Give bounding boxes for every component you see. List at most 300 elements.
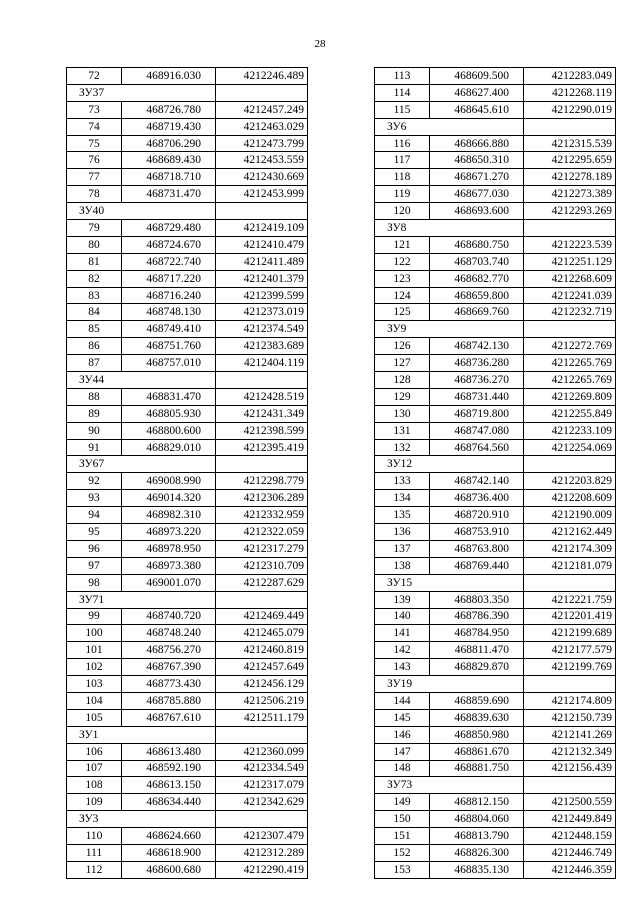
x-coordinate-cell: 468669.760 [430, 304, 524, 321]
point-number-cell: 146 [375, 726, 430, 743]
y-coordinate-cell: 4212265.769 [524, 372, 616, 389]
y-coordinate-cell: 4212254.069 [524, 439, 616, 456]
y-coordinate-cell: 4212208.609 [524, 490, 616, 507]
y-coordinate-cell: 4212410.479 [216, 236, 308, 253]
table-row [375, 101, 616, 118]
y-coordinate-cell: 4212251.129 [524, 253, 616, 270]
point-number-cell: 134 [375, 490, 430, 507]
x-coordinate-cell: 468613.150 [122, 777, 216, 794]
point-number-cell: 112 [67, 861, 122, 878]
parcel-label: ЗУ73 [375, 777, 524, 794]
y-coordinate-cell: 4212334.549 [216, 760, 308, 777]
x-coordinate-cell: 468839.630 [430, 709, 524, 726]
x-coordinate-cell: 468811.470 [430, 642, 524, 659]
point-number-cell: 103 [67, 676, 122, 693]
table-row [375, 152, 616, 169]
table-row [375, 794, 616, 811]
point-number-cell: 82 [67, 270, 122, 287]
parcel-label: ЗУ67 [67, 456, 216, 473]
table-row [67, 777, 308, 794]
y-coordinate-cell: 4212199.769 [524, 659, 616, 676]
x-coordinate-cell: 468804.060 [430, 811, 524, 828]
x-coordinate-cell: 468618.900 [122, 844, 216, 861]
y-coordinate-cell: 4212265.769 [524, 355, 616, 372]
y-coordinate-cell: 4212306.289 [216, 490, 308, 507]
y-coordinate-cell: 4212307.479 [216, 828, 308, 845]
point-number-cell: 108 [67, 777, 122, 794]
table-row [67, 828, 308, 845]
parcel-label: ЗУ37 [67, 84, 216, 101]
point-number-cell: 101 [67, 642, 122, 659]
y-coordinate-cell: 4212457.249 [216, 101, 308, 118]
point-number-cell: 127 [375, 355, 430, 372]
point-number-cell: 135 [375, 507, 430, 524]
y-coordinate-cell: 4212268.609 [524, 270, 616, 287]
y-coordinate-cell: 4212453.559 [216, 152, 308, 169]
x-coordinate-cell: 468826.300 [430, 844, 524, 861]
x-coordinate-cell: 468671.270 [430, 169, 524, 186]
x-coordinate-cell: 468982.310 [122, 507, 216, 524]
y-coordinate-cell: 4212430.669 [216, 169, 308, 186]
y-coordinate-cell: 4212457.649 [216, 659, 308, 676]
x-coordinate-cell: 468767.610 [122, 709, 216, 726]
empty-cell [524, 220, 616, 237]
y-coordinate-cell: 4212312.289 [216, 844, 308, 861]
y-coordinate-cell: 4212293.269 [524, 203, 616, 220]
table-row [375, 203, 616, 220]
point-number-cell: 116 [375, 135, 430, 152]
point-number-cell: 88 [67, 388, 122, 405]
point-number-cell: 85 [67, 321, 122, 338]
point-number-cell: 111 [67, 844, 122, 861]
table-row [67, 388, 308, 405]
group-header-row [67, 456, 308, 473]
y-coordinate-cell: 4212473.799 [216, 135, 308, 152]
table-row [67, 861, 308, 878]
x-coordinate-cell: 468859.690 [430, 692, 524, 709]
point-number-cell: 113 [375, 68, 430, 85]
y-coordinate-cell: 4212456.129 [216, 676, 308, 693]
empty-cell [216, 84, 308, 101]
point-number-cell: 137 [375, 540, 430, 557]
x-coordinate-cell: 468609.500 [430, 68, 524, 85]
y-coordinate-cell: 4212360.099 [216, 743, 308, 760]
table-row [67, 287, 308, 304]
x-coordinate-cell: 468767.390 [122, 659, 216, 676]
y-coordinate-cell: 4212398.599 [216, 422, 308, 439]
x-coordinate-cell: 468812.150 [430, 794, 524, 811]
table-row [375, 372, 616, 389]
point-number-cell: 121 [375, 236, 430, 253]
table-row [375, 186, 616, 203]
x-coordinate-cell: 468748.240 [122, 625, 216, 642]
parcel-label: ЗУ40 [67, 203, 216, 220]
y-coordinate-cell: 4212132.349 [524, 743, 616, 760]
x-coordinate-cell: 468861.670 [430, 743, 524, 760]
table-row [67, 236, 308, 253]
x-coordinate-cell: 468677.030 [430, 186, 524, 203]
table-row [375, 253, 616, 270]
x-coordinate-cell: 468835.130 [430, 861, 524, 878]
x-coordinate-cell: 468600.680 [122, 861, 216, 878]
empty-cell [216, 456, 308, 473]
point-number-cell: 130 [375, 405, 430, 422]
x-coordinate-cell: 468803.350 [430, 591, 524, 608]
group-header-row [67, 84, 308, 101]
point-number-cell: 76 [67, 152, 122, 169]
x-coordinate-cell: 468719.800 [430, 405, 524, 422]
y-coordinate-cell: 4212404.119 [216, 355, 308, 372]
table-row [375, 169, 616, 186]
table-row [67, 709, 308, 726]
x-coordinate-cell: 468736.270 [430, 372, 524, 389]
y-coordinate-cell: 4212174.309 [524, 540, 616, 557]
table-row [67, 507, 308, 524]
x-coordinate-cell: 468716.240 [122, 287, 216, 304]
empty-cell [524, 574, 616, 591]
x-coordinate-cell: 468800.600 [122, 422, 216, 439]
x-coordinate-cell: 468763.800 [430, 540, 524, 557]
y-coordinate-cell: 4212449.849 [524, 811, 616, 828]
y-coordinate-cell: 4212401.379 [216, 270, 308, 287]
empty-cell [216, 372, 308, 389]
table-row [375, 270, 616, 287]
y-coordinate-cell: 4212199.689 [524, 625, 616, 642]
y-coordinate-cell: 4212310.709 [216, 557, 308, 574]
y-coordinate-cell: 4212395.419 [216, 439, 308, 456]
table-row [67, 101, 308, 118]
y-coordinate-cell: 4212255.849 [524, 405, 616, 422]
point-number-cell: 140 [375, 608, 430, 625]
y-coordinate-cell: 4212428.519 [216, 388, 308, 405]
point-number-cell: 114 [375, 84, 430, 101]
table-row [375, 135, 616, 152]
x-coordinate-cell: 468736.400 [430, 490, 524, 507]
table-row [67, 574, 308, 591]
x-coordinate-cell: 469008.990 [122, 473, 216, 490]
x-coordinate-cell: 468740.720 [122, 608, 216, 625]
table-row [67, 68, 308, 85]
point-number-cell: 73 [67, 101, 122, 118]
table-row [375, 405, 616, 422]
group-header-row [67, 591, 308, 608]
y-coordinate-cell: 4212290.019 [524, 101, 616, 118]
point-number-cell: 148 [375, 760, 430, 777]
table-row [375, 659, 616, 676]
page-number: 28 [314, 38, 326, 50]
parcel-label: ЗУ44 [67, 372, 216, 389]
table-row [67, 557, 308, 574]
group-header-row [375, 676, 616, 693]
empty-cell [524, 777, 616, 794]
point-number-cell: 131 [375, 422, 430, 439]
point-number-cell: 99 [67, 608, 122, 625]
table-row [67, 422, 308, 439]
x-coordinate-cell: 469001.070 [122, 574, 216, 591]
y-coordinate-cell: 4212374.549 [216, 321, 308, 338]
empty-cell [524, 676, 616, 693]
table-row [375, 743, 616, 760]
table-row [375, 709, 616, 726]
table-row [375, 422, 616, 439]
table-row [375, 473, 616, 490]
point-number-cell: 86 [67, 338, 122, 355]
y-coordinate-cell: 4212448.159 [524, 828, 616, 845]
parcel-label: ЗУ12 [375, 456, 524, 473]
x-coordinate-cell: 468785.880 [122, 692, 216, 709]
y-coordinate-cell: 4212431.349 [216, 405, 308, 422]
table-row [375, 642, 616, 659]
y-coordinate-cell: 4212150.739 [524, 709, 616, 726]
table-row [67, 760, 308, 777]
group-header-row [375, 777, 616, 794]
point-number-cell: 100 [67, 625, 122, 642]
group-header-row [67, 203, 308, 220]
table-row [375, 844, 616, 861]
point-number-cell: 147 [375, 743, 430, 760]
point-number-cell: 126 [375, 338, 430, 355]
y-coordinate-cell: 4212233.109 [524, 422, 616, 439]
table-row [375, 490, 616, 507]
x-coordinate-cell: 468717.220 [122, 270, 216, 287]
x-coordinate-cell: 468881.750 [430, 760, 524, 777]
x-coordinate-cell: 468742.140 [430, 473, 524, 490]
point-number-cell: 119 [375, 186, 430, 203]
y-coordinate-cell: 4212272.769 [524, 338, 616, 355]
x-coordinate-cell: 468659.800 [430, 287, 524, 304]
x-coordinate-cell: 468756.270 [122, 642, 216, 659]
x-coordinate-cell: 468973.380 [122, 557, 216, 574]
point-number-cell: 152 [375, 844, 430, 861]
y-coordinate-cell: 4212283.049 [524, 68, 616, 85]
point-number-cell: 149 [375, 794, 430, 811]
empty-cell [216, 203, 308, 220]
table-row [67, 642, 308, 659]
table-row [375, 355, 616, 372]
parcel-label: ЗУ8 [375, 220, 524, 237]
y-coordinate-cell: 4212273.389 [524, 186, 616, 203]
parcel-label: ЗУ1 [67, 726, 216, 743]
y-coordinate-cell: 4212317.279 [216, 540, 308, 557]
x-coordinate-cell: 468769.440 [430, 557, 524, 574]
point-number-cell: 128 [375, 372, 430, 389]
point-number-cell: 75 [67, 135, 122, 152]
point-number-cell: 115 [375, 101, 430, 118]
y-coordinate-cell: 4212342.629 [216, 794, 308, 811]
x-coordinate-cell: 468680.750 [430, 236, 524, 253]
y-coordinate-cell: 4212181.079 [524, 557, 616, 574]
y-coordinate-cell: 4212465.079 [216, 625, 308, 642]
point-number-cell: 141 [375, 625, 430, 642]
point-number-cell: 91 [67, 439, 122, 456]
x-coordinate-cell: 468757.010 [122, 355, 216, 372]
y-coordinate-cell: 4212500.559 [524, 794, 616, 811]
x-coordinate-cell: 468689.430 [122, 152, 216, 169]
point-number-cell: 151 [375, 828, 430, 845]
y-coordinate-cell: 4212315.539 [524, 135, 616, 152]
parcel-label: ЗУ71 [67, 591, 216, 608]
y-coordinate-cell: 4212241.039 [524, 287, 616, 304]
x-coordinate-cell: 468748.130 [122, 304, 216, 321]
parcel-label: ЗУ9 [375, 321, 524, 338]
point-number-cell: 102 [67, 659, 122, 676]
x-coordinate-cell: 468742.130 [430, 338, 524, 355]
x-coordinate-cell: 468813.790 [430, 828, 524, 845]
x-coordinate-cell: 468720.910 [430, 507, 524, 524]
x-coordinate-cell: 468764.560 [430, 439, 524, 456]
table-row [375, 828, 616, 845]
y-coordinate-cell: 4212221.759 [524, 591, 616, 608]
x-coordinate-cell: 468613.480 [122, 743, 216, 760]
table-row [375, 68, 616, 85]
x-coordinate-cell: 468753.910 [430, 524, 524, 541]
table-row [67, 659, 308, 676]
x-coordinate-cell: 468682.770 [430, 270, 524, 287]
group-header-row [375, 220, 616, 237]
x-coordinate-cell: 468718.710 [122, 169, 216, 186]
table-row [67, 169, 308, 186]
coordinates-table-right [374, 67, 616, 879]
group-header-row [375, 574, 616, 591]
table-row [375, 287, 616, 304]
y-coordinate-cell: 4212268.119 [524, 84, 616, 101]
x-coordinate-cell: 468592.190 [122, 760, 216, 777]
x-coordinate-cell: 468666.880 [430, 135, 524, 152]
point-number-cell: 89 [67, 405, 122, 422]
y-coordinate-cell: 4212322.059 [216, 524, 308, 541]
point-number-cell: 96 [67, 540, 122, 557]
x-coordinate-cell: 468706.290 [122, 135, 216, 152]
point-number-cell: 117 [375, 152, 430, 169]
point-number-cell: 142 [375, 642, 430, 659]
x-coordinate-cell: 468645.610 [430, 101, 524, 118]
table-row [375, 540, 616, 557]
x-coordinate-cell: 468916.030 [122, 68, 216, 85]
y-coordinate-cell: 4212419.109 [216, 220, 308, 237]
y-coordinate-cell: 4212383.689 [216, 338, 308, 355]
table-row [67, 794, 308, 811]
table-row [67, 253, 308, 270]
y-coordinate-cell: 4212399.599 [216, 287, 308, 304]
x-coordinate-cell: 469014.320 [122, 490, 216, 507]
x-coordinate-cell: 468731.470 [122, 186, 216, 203]
empty-cell [216, 591, 308, 608]
point-number-cell: 122 [375, 253, 430, 270]
empty-cell [524, 118, 616, 135]
table-row [67, 270, 308, 287]
table-row [67, 321, 308, 338]
point-number-cell: 109 [67, 794, 122, 811]
point-number-cell: 150 [375, 811, 430, 828]
y-coordinate-cell: 4212156.439 [524, 760, 616, 777]
x-coordinate-cell: 468624.660 [122, 828, 216, 845]
table-row [375, 236, 616, 253]
y-coordinate-cell: 4212162.449 [524, 524, 616, 541]
parcel-label: ЗУ19 [375, 676, 524, 693]
table-row [67, 692, 308, 709]
group-header-row [375, 321, 616, 338]
y-coordinate-cell: 4212290.419 [216, 861, 308, 878]
parcel-label: ЗУ15 [375, 574, 524, 591]
x-coordinate-cell: 468805.930 [122, 405, 216, 422]
point-number-cell: 93 [67, 490, 122, 507]
group-header-row [375, 456, 616, 473]
y-coordinate-cell: 4212223.539 [524, 236, 616, 253]
y-coordinate-cell: 4212469.449 [216, 608, 308, 625]
point-number-cell: 124 [375, 287, 430, 304]
table-row [67, 135, 308, 152]
x-coordinate-cell: 468627.400 [430, 84, 524, 101]
table-row [67, 152, 308, 169]
x-coordinate-cell: 468973.220 [122, 524, 216, 541]
x-coordinate-cell: 468784.950 [430, 625, 524, 642]
y-coordinate-cell: 4212295.659 [524, 152, 616, 169]
table-row [67, 304, 308, 321]
table-row [375, 811, 616, 828]
group-header-row [375, 118, 616, 135]
point-number-cell: 153 [375, 861, 430, 878]
table-row [67, 473, 308, 490]
table-row [375, 388, 616, 405]
point-number-cell: 106 [67, 743, 122, 760]
x-coordinate-cell: 468722.740 [122, 253, 216, 270]
table-row [67, 524, 308, 541]
point-number-cell: 87 [67, 355, 122, 372]
y-coordinate-cell: 4212287.629 [216, 574, 308, 591]
y-coordinate-cell: 4212203.829 [524, 473, 616, 490]
table-row [375, 591, 616, 608]
table-row [375, 338, 616, 355]
empty-cell [524, 456, 616, 473]
point-number-cell: 81 [67, 253, 122, 270]
x-coordinate-cell: 468751.760 [122, 338, 216, 355]
y-coordinate-cell: 4212511.179 [216, 709, 308, 726]
table-row [67, 743, 308, 760]
empty-cell [216, 726, 308, 743]
point-number-cell: 133 [375, 473, 430, 490]
y-coordinate-cell: 4212177.579 [524, 642, 616, 659]
y-coordinate-cell: 4212269.809 [524, 388, 616, 405]
table-row [375, 524, 616, 541]
table-row [375, 692, 616, 709]
x-coordinate-cell: 468736.280 [430, 355, 524, 372]
table-row [67, 844, 308, 861]
point-number-cell: 94 [67, 507, 122, 524]
point-number-cell: 125 [375, 304, 430, 321]
x-coordinate-cell: 468831.470 [122, 388, 216, 405]
x-coordinate-cell: 468729.480 [122, 220, 216, 237]
x-coordinate-cell: 468719.430 [122, 118, 216, 135]
x-coordinate-cell: 468724.670 [122, 236, 216, 253]
point-number-cell: 104 [67, 692, 122, 709]
point-number-cell: 139 [375, 591, 430, 608]
empty-cell [524, 321, 616, 338]
point-number-cell: 83 [67, 287, 122, 304]
point-number-cell: 79 [67, 220, 122, 237]
point-number-cell: 74 [67, 118, 122, 135]
y-coordinate-cell: 4212460.819 [216, 642, 308, 659]
point-number-cell: 120 [375, 203, 430, 220]
group-header-row [67, 726, 308, 743]
x-coordinate-cell: 468850.980 [430, 726, 524, 743]
group-header-row [67, 372, 308, 389]
x-coordinate-cell: 468978.950 [122, 540, 216, 557]
y-coordinate-cell: 4212246.489 [216, 68, 308, 85]
y-coordinate-cell: 4212190.009 [524, 507, 616, 524]
point-number-cell: 72 [67, 68, 122, 85]
table-row [67, 405, 308, 422]
y-coordinate-cell: 4212463.029 [216, 118, 308, 135]
